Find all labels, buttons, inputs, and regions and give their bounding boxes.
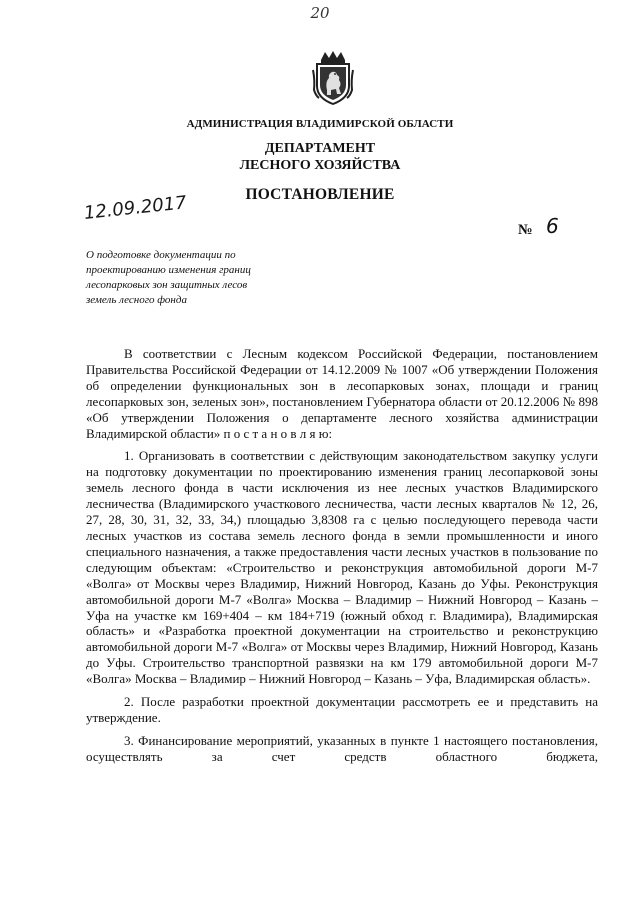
document-number: 6 bbox=[546, 214, 559, 238]
subject-line: О подготовке документации по bbox=[86, 249, 236, 261]
clause-3-paragraph: 3. Финансирование мероприятий, указанных в пункте 1 настоящего постановления, осуществлять за счет средств областного бюджета, bbox=[86, 732, 598, 764]
document-type: ПОСТАНОВЛЕНИЕ bbox=[245, 186, 395, 203]
department-line-1: ДЕПАРТАМЕНТ bbox=[264, 141, 376, 156]
clause-1-paragraph: 1. Организовать в соответствии с действующим законодательством закупку услуги на подготовку документации по проектированию изменения границ лесопарковой зоны земель лесного фонда в части исключения из нее лесных участков Владимирского лесничества (Владимирского участкового лесничества, части лесных кварталов № 12, 26, 27, 28, 30, 31, 32, 33, 34,) площадью 3,8308 га с целью последующего перевода части лесных участков из состава земель лесного фонда в земли промышленности и иного специального назначения, а также предоставления части лесных участков в пользование по следующим объектам: «Строительство и реконструкция автомобильной дороги М-7 «Волга» от Москвы через Владимир, Нижний Новгород, Казань до Уфы. Реконструкция автомобильной дороги М-7 «Волга» Москва – Владимир – Нижний Новгород – Казань – Уфа на участке км 169+404 – км 184+719 (южный обход г. Владимира), Владимирская область» и «Разработка проектной документации на строительство и реконструкцию автомобильной дороги М-7 «Волга» от Москвы через Владимир, Нижний Новгород, Казань до Уфы. Строительство транспортной развязки на км 179 автомобильной дороги М-7 «Волга» Москва – Владимир – Нижний Новгород – Казань – Уфа, Владимирская область». bbox=[86, 448, 598, 687]
department-line-2: ЛЕСНОГО ХОЗЯЙСТВА bbox=[239, 158, 401, 173]
clause-2-paragraph: 2. После разработки проектной документации рассмотреть ее и представить на утверждение. bbox=[86, 694, 598, 725]
preamble-paragraph: В соответствии с Лесным кодексом Российской Федерации, постановлением Правительства Российской Федерации от 14.12.2009 № 1007 «Об утверждении Положения об определении функциональных зон в лесопарковых зонах, площади и границ лесопарковых зон, зеленых зон», постановлением Губернатора области от 20.12.2006 № 898 «Об утверждении Положения о департаменте лесного хозяйства администрации Владимирской области» п о с т а н о в л я ю: bbox=[86, 346, 598, 441]
subject-line: лесопарковых зон защитных лесов bbox=[86, 279, 248, 291]
document-body bbox=[86, 346, 598, 765]
subject-line: земель лесного фонда bbox=[86, 294, 187, 306]
document-subject bbox=[86, 248, 316, 308]
coat-of-arms-icon bbox=[311, 50, 355, 106]
page-number: 20 bbox=[310, 4, 330, 22]
number-label: № bbox=[518, 222, 533, 238]
subject-line: проектированию изменения границ bbox=[86, 264, 251, 276]
document-date: 12.09.2017 bbox=[82, 192, 188, 224]
department-name bbox=[0, 140, 640, 174]
organization-name: АДМИНИСТРАЦИЯ ВЛАДИМИРСКОЙ ОБЛАСТИ bbox=[186, 118, 454, 130]
